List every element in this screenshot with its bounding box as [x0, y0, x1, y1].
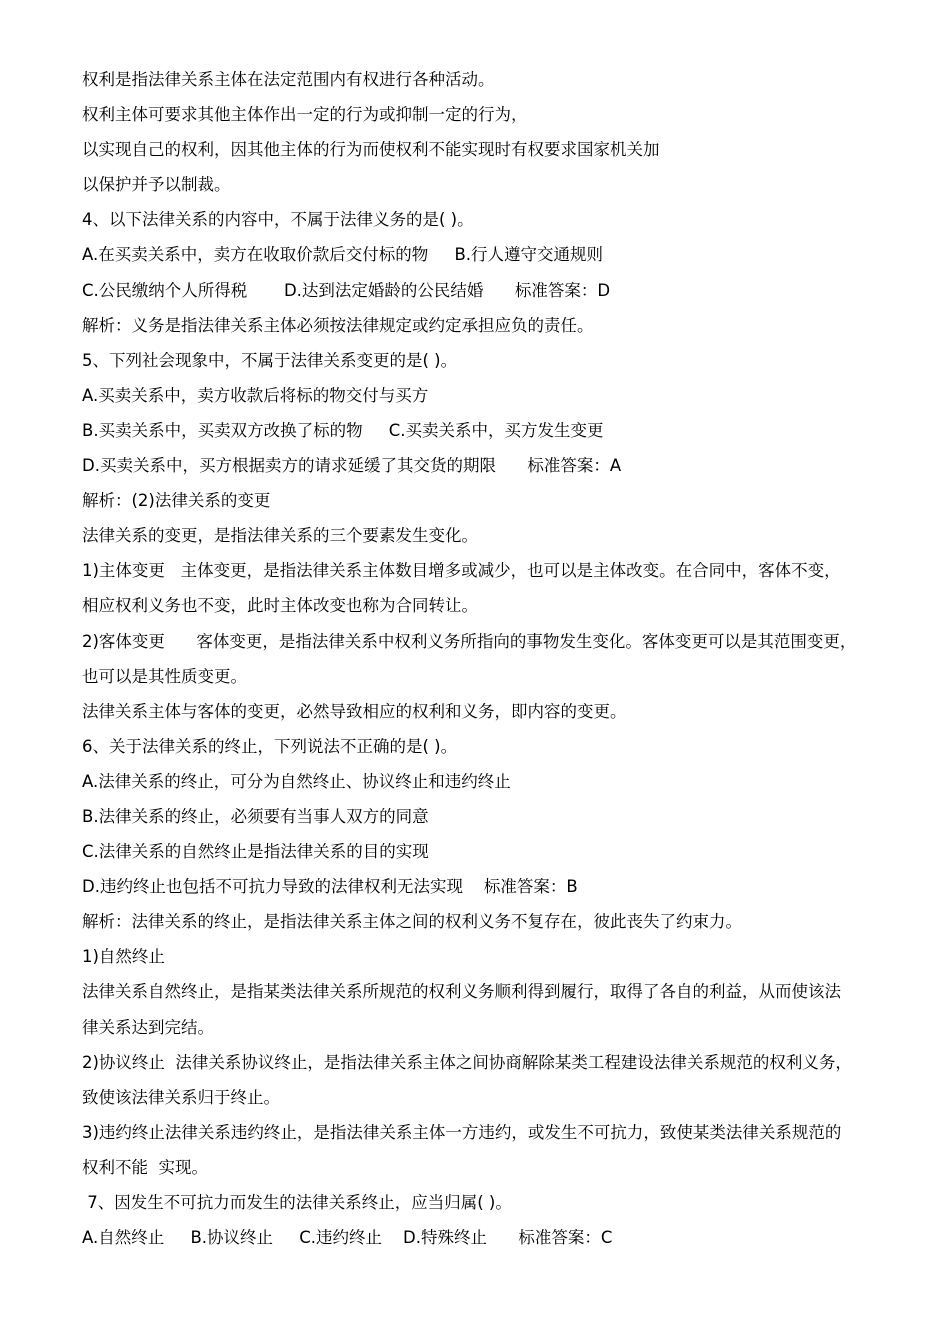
- question-6-option-b: B.法律关系的终止，必须要有当事人双方的同意: [82, 806, 429, 826]
- text-line: 以保护并予以制裁。: [82, 175, 231, 195]
- text-line: 律关系达到完结。: [82, 1017, 214, 1037]
- question-6-explanation: 解析：法律关系的终止，是指法律关系主体之间的权利义务不复存在，彼此丧失了约束力。: [82, 912, 742, 932]
- question-4: 4、以下法律关系的内容中，不属于法律义务的是( )。: [82, 210, 474, 230]
- text-line: 2)客体变更 客体变更，是指法律关系中权利义务所指向的事物发生变化。客体变更可以是其范围变更，: [82, 631, 857, 651]
- question-6-option-d-answer: D.违约终止也包括不可抗力导致的法律权利无法实现 标准答案：B: [82, 877, 578, 897]
- text-line: 1)主体变更 主体变更，是指法律关系主体数目增多或减少，也可以是主体改变。在合同中，客体不变，: [82, 561, 841, 581]
- text-line: 致使该法律关系归于终止。: [82, 1087, 280, 1107]
- question-5-options-bc: B.买卖关系中，买卖双方改换了标的物 C.买卖关系中，买方发生变更: [82, 420, 604, 440]
- text-line: 2)协议终止 法律关系协议终止，是指法律关系主体之间协商解除某类工程建设法律关系规范的权利义务，: [82, 1052, 852, 1072]
- text-line: 也可以是其性质变更。: [82, 666, 247, 686]
- text-line: 权利是指法律关系主体在法定范围内有权进行各种活动。: [82, 70, 495, 89]
- text-line: 权利不能 实现。: [82, 1157, 208, 1177]
- text-line: 法律关系自然终止，是指某类法律关系所规范的权利义务顺利得到履行，取得了各自的利益，从而使该法: [82, 982, 841, 1002]
- question-4-options-ab: A.在买卖关系中，卖方在收取价款后交付标的物 B.行人遵守交通规则: [82, 245, 604, 265]
- question-5-option-a: A.买卖关系中，卖方收款后将标的物交付与买方: [82, 385, 429, 405]
- text-line: 法律关系主体与客体的变更，必然导致相应的权利和义务，即内容的变更。: [82, 701, 627, 721]
- question-4-options-cd-answer: C.公民缴纳个人所得税 D.达到法定婚龄的公民结婚 标准答案：D: [82, 280, 611, 300]
- text-line: 法律关系的变更，是指法律关系的三个要素发生变化。: [82, 526, 478, 546]
- question-7: 7、因发生不可抗力而发生的法律关系终止，应当归属( )。: [82, 1193, 512, 1212]
- question-6-option-c: C.法律关系的自然终止是指法律关系的目的实现: [82, 842, 429, 862]
- document-page: [82, 62, 912, 1255]
- question-5: 5、下列社会现象中，不属于法律关系变更的是( )。: [82, 350, 458, 370]
- text-line: 权利主体可要求其他主体作出一定的行为或抑制一定的行为，: [82, 105, 528, 125]
- text-line: 以实现自己的权利，因其他主体的行为而使权利不能实现时有权要求国家机关加: [82, 140, 660, 160]
- text-line: 相应权利义务也不变，此时主体改变也称为合同转让。: [82, 596, 478, 616]
- question-4-explanation: 解析：义务是指法律关系主体必须按法律规定或约定承担应负的责任。: [82, 315, 594, 335]
- text-line: 3)违约终止法律关系违约终止，是指法律关系主体一方违约，或发生不可抗力，致使某类法律关系规范的: [82, 1122, 842, 1142]
- question-5-option-d-answer: D.买卖关系中，买方根据卖方的请求延缓了其交货的期限 标准答案：A: [82, 456, 622, 476]
- question-6-option-a: A.法律关系的终止，可分为自然终止、协议终止和违约终止: [82, 771, 511, 791]
- text-line: 1)自然终止: [82, 947, 165, 967]
- question-6: 6、关于法律关系的终止，下列说法不正确的是( )。: [82, 736, 458, 756]
- question-7-options-answer: A.自然终止 B.协议终止 C.违约终止 D.特殊终止 标准答案：C: [82, 1228, 613, 1248]
- question-5-explanation-heading: 解析：(2)法律关系的变更: [82, 491, 271, 511]
